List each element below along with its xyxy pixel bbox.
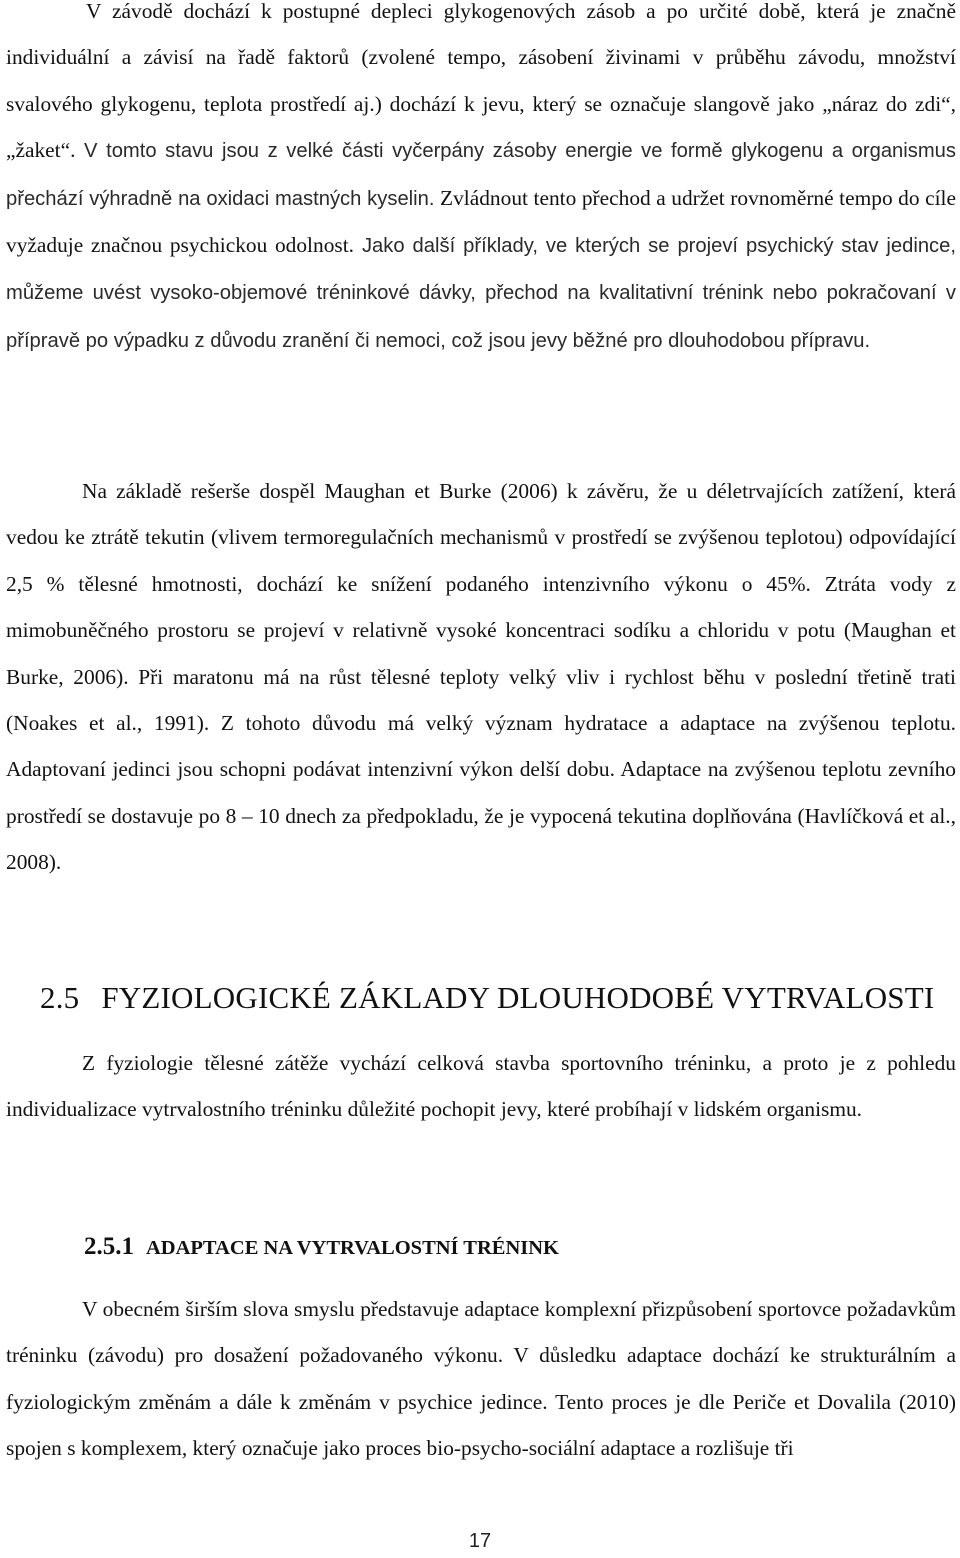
section-title: FYZIOLOGICKÉ ZÁKLADY DLOUHODOBÉ VYTRVALOSTI bbox=[101, 980, 935, 1015]
subsection-number: 2.5.1 bbox=[84, 1233, 134, 1260]
paragraph-1-sentence-3: Zvládnout tento přechod a udržet rovnoměrné tempo do cíle vyžaduje značnou psychickou odolnost. bbox=[6, 185, 956, 258]
paragraph-1-sentence-4: Jako další příklady, ve kterých se projeví psychický stav jedince, můžeme uvést vysoko-objemové tréninkové dávky, přechod na kvalitativní trénink nebo pokračovaní v přípravě po výpadku z důvodu zranění či nemoci, což jsou jevy běžné pro dlouhodobou přípravu. bbox=[6, 235, 956, 352]
subsection-heading-2-5-1 bbox=[84, 1222, 559, 1274]
paragraph-marathon-glycogen bbox=[6, 0, 956, 364]
section-heading-2-5 bbox=[40, 968, 934, 1028]
paragraph-physiology-intro: Z fyziologie tělesné zátěže vychází celková stavba sportovního tréninku, a proto je z pohledu individualizace vytrvalostního tréninku důležité pochopit jevy, které probíhají v lidském organismu. bbox=[6, 1051, 956, 1122]
page-number: 17 bbox=[468, 1530, 492, 1552]
subsection-title: ADAPTACE NA VYTRVALOSTNÍ TRÉNINK bbox=[146, 1237, 559, 1259]
paragraph-adaptation: V obecném širším slova smyslu představuje adaptace komplexní přizpůsobení sportovce požadavkům tréninku (závodu) pro dosažení požadovaného výkonu. V důsledku adaptace dochází ke strukturálním a fyziologickým změnám a dále k změnám v psychice jedince. Tento proces je dle Periče et Dovalila (2010) spojen s komplexem, který označuje jako proces bio-psycho-sociální adaptace a rozlišuje tři bbox=[6, 1297, 956, 1461]
section-number: 2.5 bbox=[40, 980, 80, 1015]
paragraph-1-sentence-2: V tomto stavu jsou z velké části vyčerpány zásoby energie ve formě glykogenu a organismus přechází výhradně na oxidaci mastných kyselin. bbox=[6, 140, 956, 210]
paragraph-1-sentence-1: V závodě dochází k postupné depleci glykogenových zásob a po určité době, která je značně individuální a závisí na řadě faktorů (zvolené tempo, zásobení živinami v průběhu závodu, množství svalového glykogenu, teplota prostředí aj.) dochází k jevu, který se označuje slangově jako „náraz do zdi“, „žaket“. bbox=[6, 0, 956, 163]
paragraph-dehydration: Na základě rešerše dospěl Maughan et Burke (2006) k závěru, že u déletrvajících zatížení, která vedou ke ztrátě tekutin (vlivem termoregulačních mechanismů v prostředí se zvýšenou teplotou) odpovídající 2,5 % tělesné hmotnosti, dochází ke snížení podaného intenzivního výkonu o 45%. Ztráta vody z mimobuněčného prostoru se projeví v relativně vysoké koncentraci sodíku a chloridu v potu (Maughan et Burke, 2006). Při maratonu má na růst tělesné teploty velký vliv i rychlost běhu v poslední třetině trati (Noakes et al., 1991). Z tohoto důvodu má velký význam hydratace a adaptace na zvýšenou teplotu. Adaptovaní jedinci jsou schopni podávat intenzivní výkon delší dobu. Adaptace na zvýšenou teplotu zevního prostředí se dostavuje po 8 – 10 dnech za předpokladu, že je vypocená tekutina doplňována (Havlíčková et al., 2008). bbox=[6, 479, 956, 875]
